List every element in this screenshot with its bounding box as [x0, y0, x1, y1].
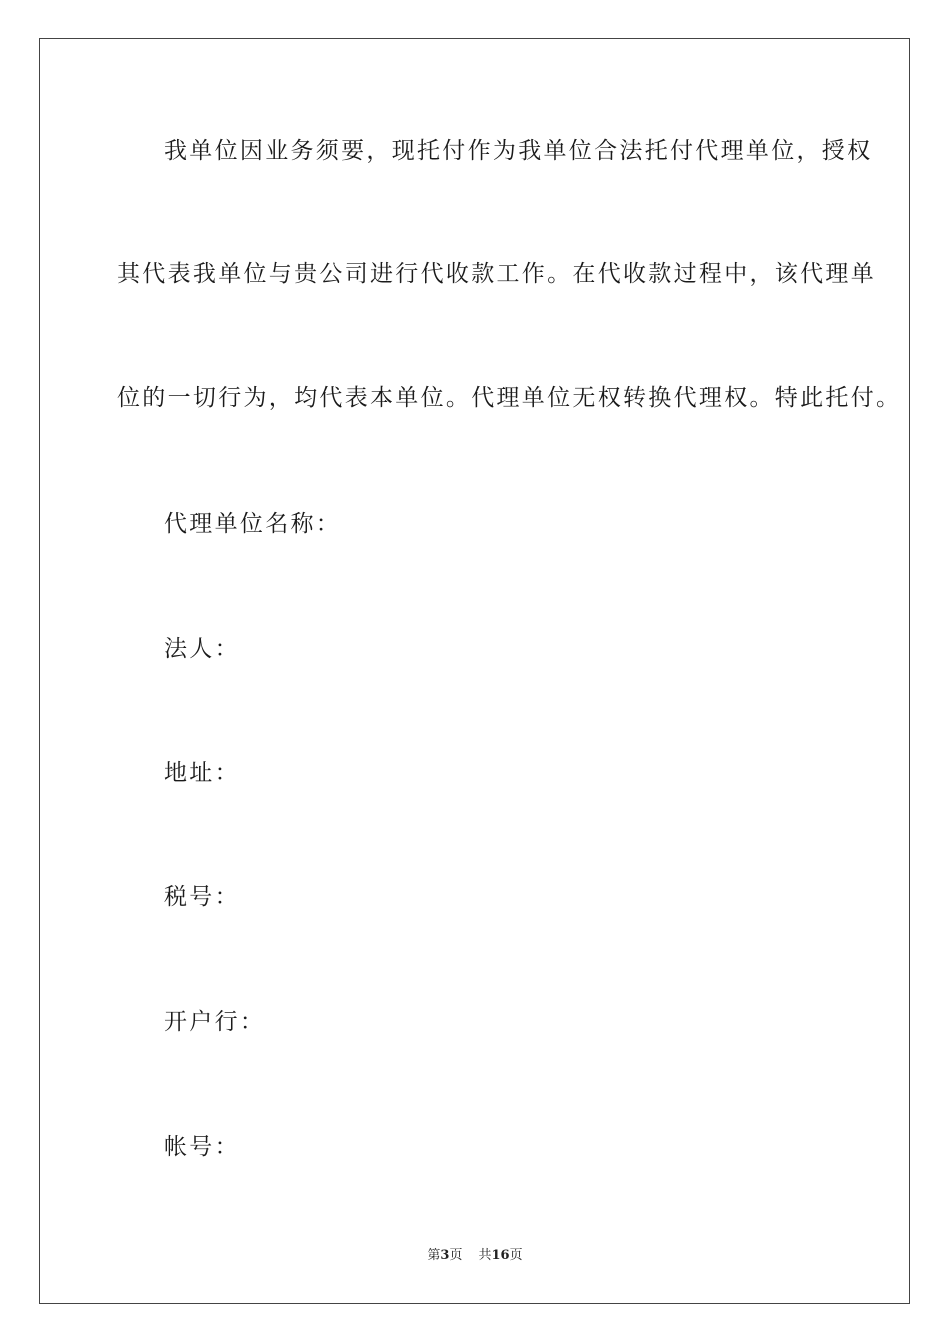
- field-tax-number: 税号：: [164, 884, 240, 910]
- paragraph-line-2: 其代表我单位与贵公司进行代收款工作。在代收款过程中，该代理单: [117, 261, 876, 287]
- field-account-number: 帐号：: [164, 1134, 240, 1160]
- field-agent-name: 代理单位名称：: [164, 511, 342, 537]
- field-address: 地址：: [164, 760, 240, 786]
- paragraph-line-3: 位的一切行为，均代表本单位。代理单位无权转换代理权。特此托付。: [117, 385, 902, 411]
- footer-total-suffix: 页: [509, 1248, 523, 1263]
- field-bank: 开户行：: [164, 1009, 266, 1035]
- paragraph-line-1: 我单位因业务须要，现托付作为我单位合法托付代理单位，授权: [164, 138, 873, 164]
- footer-page-number: 3: [440, 1248, 450, 1263]
- page-footer: [0, 1244, 950, 1263]
- field-legal-person: 法人：: [164, 636, 240, 662]
- footer-total-prefix: 共: [478, 1248, 492, 1263]
- footer-page-prefix: 第: [427, 1248, 441, 1263]
- footer-page-suffix: 页: [449, 1248, 463, 1263]
- footer-total-pages: 16: [491, 1248, 510, 1263]
- page-border: [39, 38, 910, 1304]
